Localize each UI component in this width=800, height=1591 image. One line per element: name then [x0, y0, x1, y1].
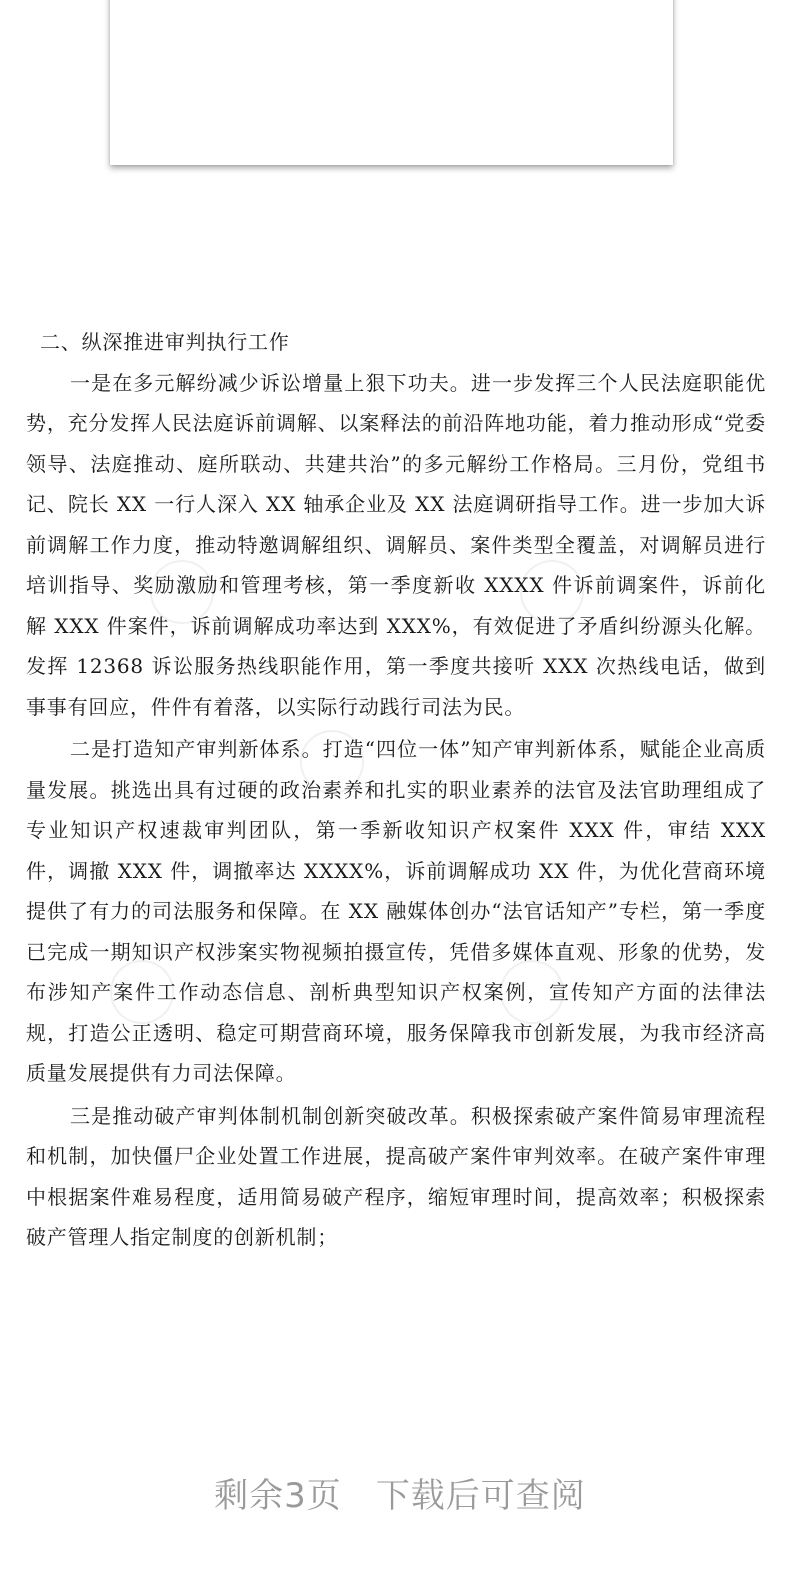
- download-hint-label: 下载后可查阅: [375, 1476, 586, 1516]
- paragraph-3: 三是推动破产审判体制机制创新突破改革。积极探索破产案件简易审理流程和机制，加快僵尸企业处置工作进展，提高破产案件审判效率。在破产案件审理中根据案件难易程度，适用简易破产程序，缩短审理时间，提高效率；积极探索破产管理人指定制度的创新机制；: [26, 1103, 766, 1249]
- paragraph-1: 一是在多元解纷减少诉讼增量上狠下功夫。进一步发挥三个人民法庭职能优势，充分发挥人民法庭诉前调解、以案释法的前沿阵地功能，着力推动形成“党委领导、法庭推动、庭所联动、共建共治”的多元解纷工作格局。三月份，党组书记、院长 XX 一行人深入 XX 轴承企业及 XX 法庭调研指导工作。进一步加大诉前调解工作力度，推动特邀调解组织、调解员、案件类型全覆盖，对调解员进行培训指导、奖励激励和管理考核，第一季度新收 XXXX 件诉前调案件，诉前化解 XXX 件案件，诉前调解成功率达到 XXX%，有效促进了矛盾纠纷源头化解。发挥 12368 诉讼服务热线职能作用，第一季度共接听 XXX 次热线电话，做到事事有回应，件件有着落，以实际行动践行司法为民。: [26, 370, 766, 719]
- remaining-pages-banner[interactable]: [0, 1468, 800, 1517]
- previous-page-preview: [110, 0, 673, 165]
- document-body: [26, 322, 766, 1258]
- section-heading: 二、纵深推进审判执行工作: [40, 330, 290, 354]
- remaining-pages-label: 剩余3页: [214, 1476, 342, 1516]
- paragraph-2: 二是打造知产审判新体系。打造“四位一体”知产审判新体系，赋能企业高质量发展。挑选出具有过硬的政治素养和扎实的职业素养的法官及法官助理组成了专业知识产权速裁审判团队，第一季新收知识产权案件 XXX 件，审结 XXX 件，调撤 XXX 件，调撤率达 XXXX%，诉前调解成功 XX 件，为优化营商环境提供了有力的司法服务和保障。在 XX 融媒体创办“法官话知产”专栏，第一季度已完成一期知识产权涉案实物视频拍摄宣传，凭借多媒体直观、形象的优势，发布涉知产案件工作动态信息、剖析典型知识产权案例，宣传知产方面的法律法规，打造公正透明、稳定可期营商环境，服务保障我市创新发展，为我市经济高质量发展提供有力司法保障。: [26, 737, 766, 1085]
